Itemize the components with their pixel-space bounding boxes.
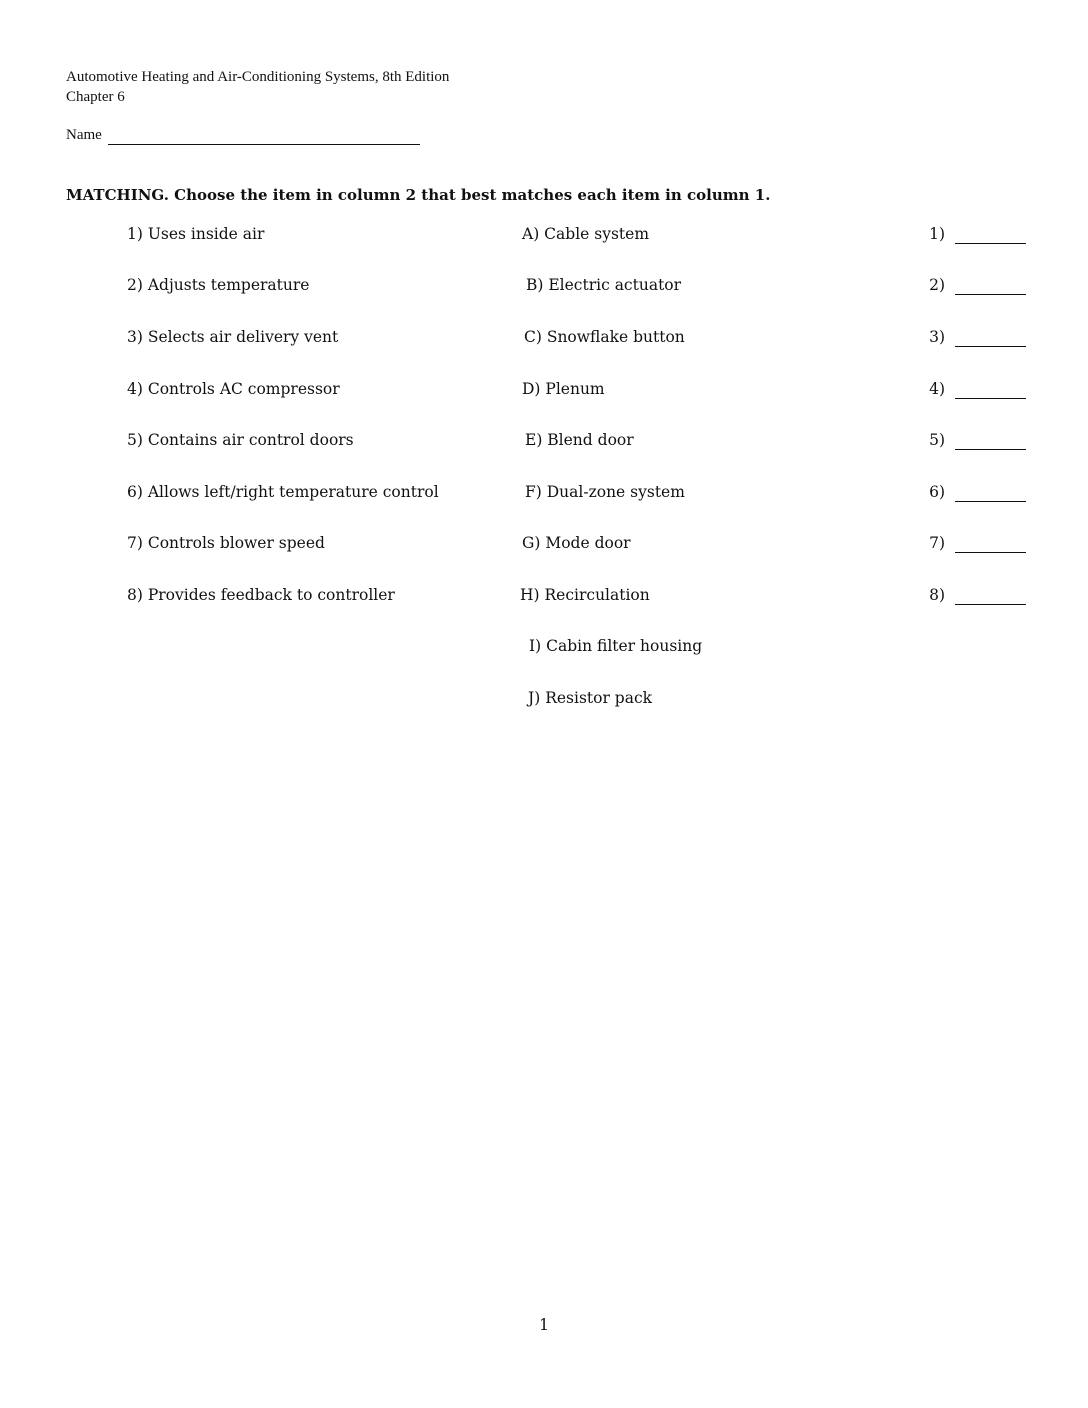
column2-item: A) Cable system bbox=[522, 225, 650, 243]
column2-item: G) Mode door bbox=[522, 534, 631, 552]
column1-item: 8) Provides feedback to controller bbox=[127, 586, 395, 604]
column2-item: J) Resistor pack bbox=[528, 689, 653, 707]
answer-number: 3) bbox=[929, 328, 945, 346]
column1-item: 1) Uses inside air bbox=[127, 225, 265, 243]
column2-item: F) Dual-zone system bbox=[525, 483, 685, 501]
column1-item: 6) Allows left/right temperature control bbox=[127, 483, 439, 501]
answer-blank[interactable] bbox=[955, 398, 1026, 399]
instructions: MATCHING. Choose the item in column 2 that best matches each item in column 1. bbox=[66, 186, 771, 204]
answer-blank[interactable] bbox=[955, 346, 1026, 347]
column1-item: 7) Controls blower speed bbox=[127, 534, 325, 552]
answer-number: 1) bbox=[929, 225, 945, 243]
answer-number: 8) bbox=[929, 586, 945, 604]
book-title: Automotive Heating and Air-Conditioning Systems, 8th Edition bbox=[66, 69, 450, 85]
column1-item: 4) Controls AC compressor bbox=[127, 380, 340, 398]
answer-number: 5) bbox=[929, 431, 945, 449]
column2-item: E) Blend door bbox=[525, 431, 634, 449]
column2-item: B) Electric actuator bbox=[526, 276, 682, 294]
column2-item: H) Recirculation bbox=[520, 586, 650, 604]
column2-item: C) Snowflake button bbox=[524, 328, 685, 346]
column2-item: D) Plenum bbox=[522, 380, 605, 398]
answer-number: 6) bbox=[929, 483, 945, 501]
answer-blank[interactable] bbox=[955, 449, 1026, 450]
name-line[interactable] bbox=[108, 144, 420, 145]
chapter-label: Chapter 6 bbox=[66, 89, 125, 105]
answer-number: 2) bbox=[929, 276, 945, 294]
page-number: 1 bbox=[539, 1316, 549, 1334]
answer-blank[interactable] bbox=[955, 604, 1026, 605]
column2-item: I) Cabin filter housing bbox=[529, 637, 703, 655]
column1-item: 5) Contains air control doors bbox=[127, 431, 354, 449]
column1-item: 3) Selects air delivery vent bbox=[127, 328, 339, 346]
answer-number: 4) bbox=[929, 380, 945, 398]
answer-blank[interactable] bbox=[955, 294, 1026, 295]
column1-item: 2) Adjusts temperature bbox=[127, 276, 310, 294]
name-label: Name bbox=[66, 127, 102, 143]
answer-blank[interactable] bbox=[955, 243, 1026, 244]
answer-blank[interactable] bbox=[955, 501, 1026, 502]
answer-blank[interactable] bbox=[955, 552, 1026, 553]
answer-number: 7) bbox=[929, 534, 945, 552]
